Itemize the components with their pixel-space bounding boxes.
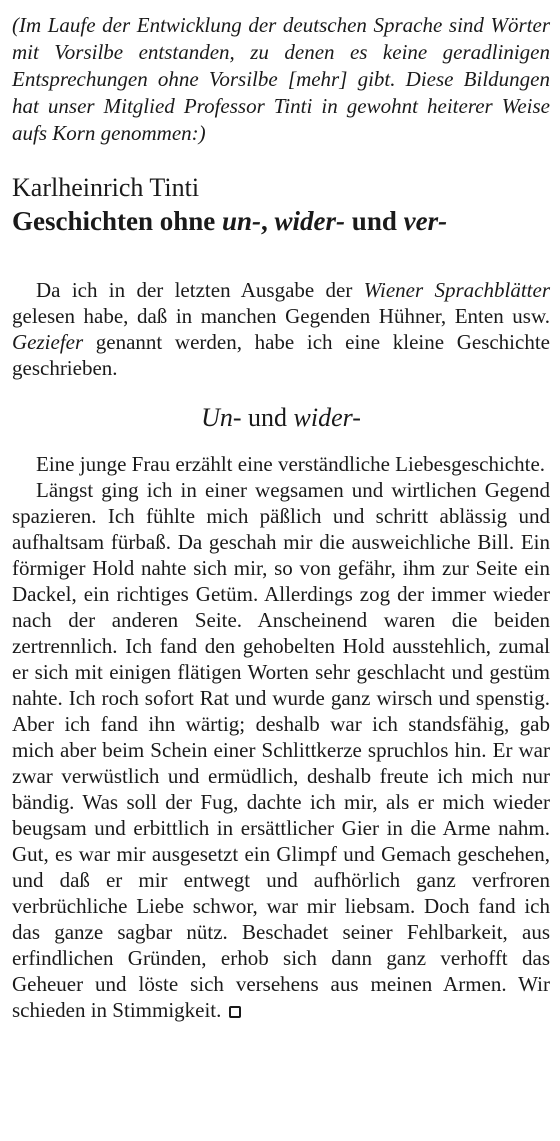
editorial-intro: (Im Laufe der Entwicklung der deutschen Sprache sind Wörter mit Vorsilbe entstanden, zu denen es keine geradlinigen Entsprechungen ohne Vorsilbe [mehr] gibt. Diese Bildungen hat unser Mitglied Professor Tinti in gewohnt heiterer Weise aufs Korn genommen:) [12, 13, 550, 145]
article-title [12, 205, 550, 237]
story-paragraph-2 [12, 477, 550, 1023]
author-note [12, 277, 550, 381]
title-prefix: Geschichten ohne [12, 206, 223, 236]
note-word: Geziefer [12, 330, 84, 354]
section-wider: wider- [293, 403, 361, 432]
story-paragraph-1: Eine junge Frau erzählt eine verständliche Liebesgeschichte. [36, 452, 546, 476]
end-of-article-square-icon [229, 1006, 241, 1018]
title-un: un- [222, 206, 262, 236]
note-part3: genannt werden, habe ich eine kleine Geschichte geschrieben. [12, 330, 550, 380]
section-and: und [241, 403, 294, 432]
title-sep1: , [261, 206, 275, 236]
title-sep2: und [345, 206, 404, 236]
note-part1: Da ich in der letzten Ausgabe der [36, 278, 364, 302]
note-part2: gelesen habe, daß in manchen Gegenden Hühner, Enten usw. [12, 304, 550, 328]
section-un: Un- [201, 403, 242, 432]
section-heading [12, 403, 550, 433]
note-source: Wiener Sprachblätter [363, 278, 550, 302]
author-name: Karlheinrich Tinti [12, 173, 200, 202]
story-paragraph-2-text: Längst ging ich in einer wegsamen und wirtlichen Gegend spazieren. Ich fühlte mich päßlich und schritt ablässig und aufhaltsam fürbaß. Da geschah mir die ausweichliche Bill. Ein förmiger Hold nahte sich mir, so von gefähr, ihm zur Seite ein Dackel, ein richtiges Getüm. Allerdings zog der immer wieder nach der anderen Seite. Anscheinend waren die beiden zertrennlich. Ich fand den gehobelten Hold ausstehlich, zumal er sich mit einigen flätigen Worten sehr geschlacht und gestüm nahte. Ich roch sofort Rat und wurde ganz wirsch und spenstig. Aber ich fand ihn wärtig; deshalb war ich standsfähig, gab mich aber beim Schein einer Schlittkerze spruchlos hin. Er war zwar verwüstlich und ermüdlich, deshalb freute ich mich nur bändig. Was soll der Fug, dachte ich mir, als er mich wieder beugsam und erbittlich in ersättlicher Gier in die Arme nahm. Gut, es war mir ausgesetzt ein Glimpf und Gemach geschehen, und daß er mir entwegt und aufhörlich ganz verfroren verbrüchliche Liebe schwor, war mir liebsam. Doch fand ich das ganze sagbar nütz. Beschadet seiner Fehlbarkeit, aus erfindlichen Gründen, erhob sich dann ganz verhofft das Geheuer und löste sich versehens aus meinen Armen. Wir schieden in Stimmigkeit. [12, 478, 550, 1022]
title-wider: wider- [274, 206, 346, 236]
title-ver: ver- [403, 206, 448, 236]
